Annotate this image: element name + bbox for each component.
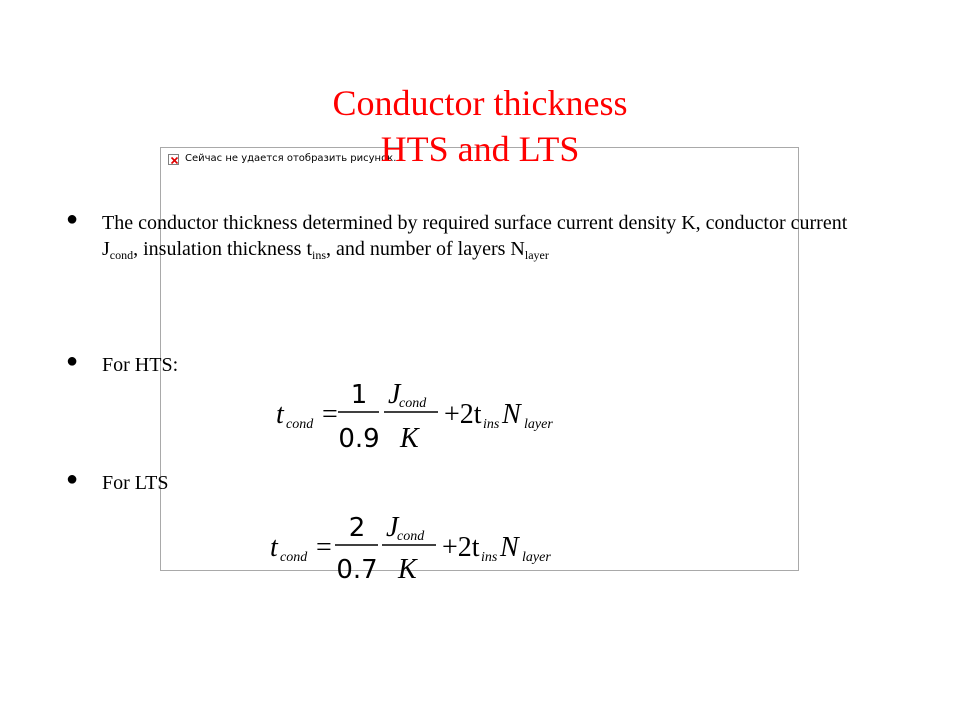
bullet-dot-2: ●: [66, 350, 79, 372]
lts-n-var: N: [500, 532, 519, 563]
bullet-text-1: [102, 210, 862, 262]
slide-title: [0, 80, 960, 172]
hts-frac2-num-var: J: [388, 379, 401, 410]
lts-formula: [266, 506, 571, 586]
hts-lhs-sub: cond: [286, 417, 314, 432]
broken-image-message: Сейчас не удается отобразить рисунок.: [185, 153, 397, 164]
lts-frac1-num: 2: [348, 513, 366, 543]
title-line-1: Conductor thickness: [332, 83, 628, 123]
title-line-2: HTS and LTS: [380, 129, 580, 169]
lts-frac2-den: K: [398, 554, 417, 585]
lts-plus-sub: ins: [481, 550, 498, 565]
hts-plus-term: +2t: [444, 399, 482, 430]
lts-frac1-den: 0.7: [336, 555, 378, 585]
lts-lhs-sub: cond: [280, 550, 308, 565]
bullet-1-sub-ins: ins: [312, 248, 327, 262]
hts-frac1-num: 1: [350, 380, 368, 410]
bullet-1-part-1: The conductor thickness determined by required surface current density K, conductor current J: [102, 212, 848, 260]
bullet-1-sub-layer: layer: [524, 248, 549, 262]
hts-frac1-den: 0.9: [338, 424, 380, 454]
lts-n-sub: layer: [522, 550, 551, 565]
lts-plus-term: +2t: [442, 532, 480, 563]
lts-frac2-num-var: J: [386, 512, 399, 543]
lts-equals: =: [316, 532, 332, 563]
bullet-dot-3: ●: [66, 468, 79, 490]
hts-n-sub: layer: [524, 417, 553, 432]
hts-n-var: N: [502, 399, 521, 430]
hts-equals: =: [322, 399, 338, 430]
lts-frac2-num-sub: cond: [397, 529, 425, 544]
bullet-1-sub-cond: cond: [109, 248, 134, 262]
hts-lhs-var: t: [276, 399, 284, 430]
bullet-1-part-2: , insulation thickness t: [133, 238, 313, 260]
bullet-dot-1: ●: [66, 208, 79, 230]
hts-frac2-num-sub: cond: [399, 396, 427, 411]
hts-formula: [270, 376, 570, 456]
hts-plus-sub: ins: [483, 417, 500, 432]
bullet-text-2: For HTS:: [102, 354, 179, 376]
bullet-1-part-3: , and number of layers N: [326, 238, 525, 260]
bullet-text-3: For LTS: [102, 472, 169, 494]
hts-frac2-den: K: [400, 423, 419, 454]
lts-lhs-var: t: [270, 532, 278, 563]
